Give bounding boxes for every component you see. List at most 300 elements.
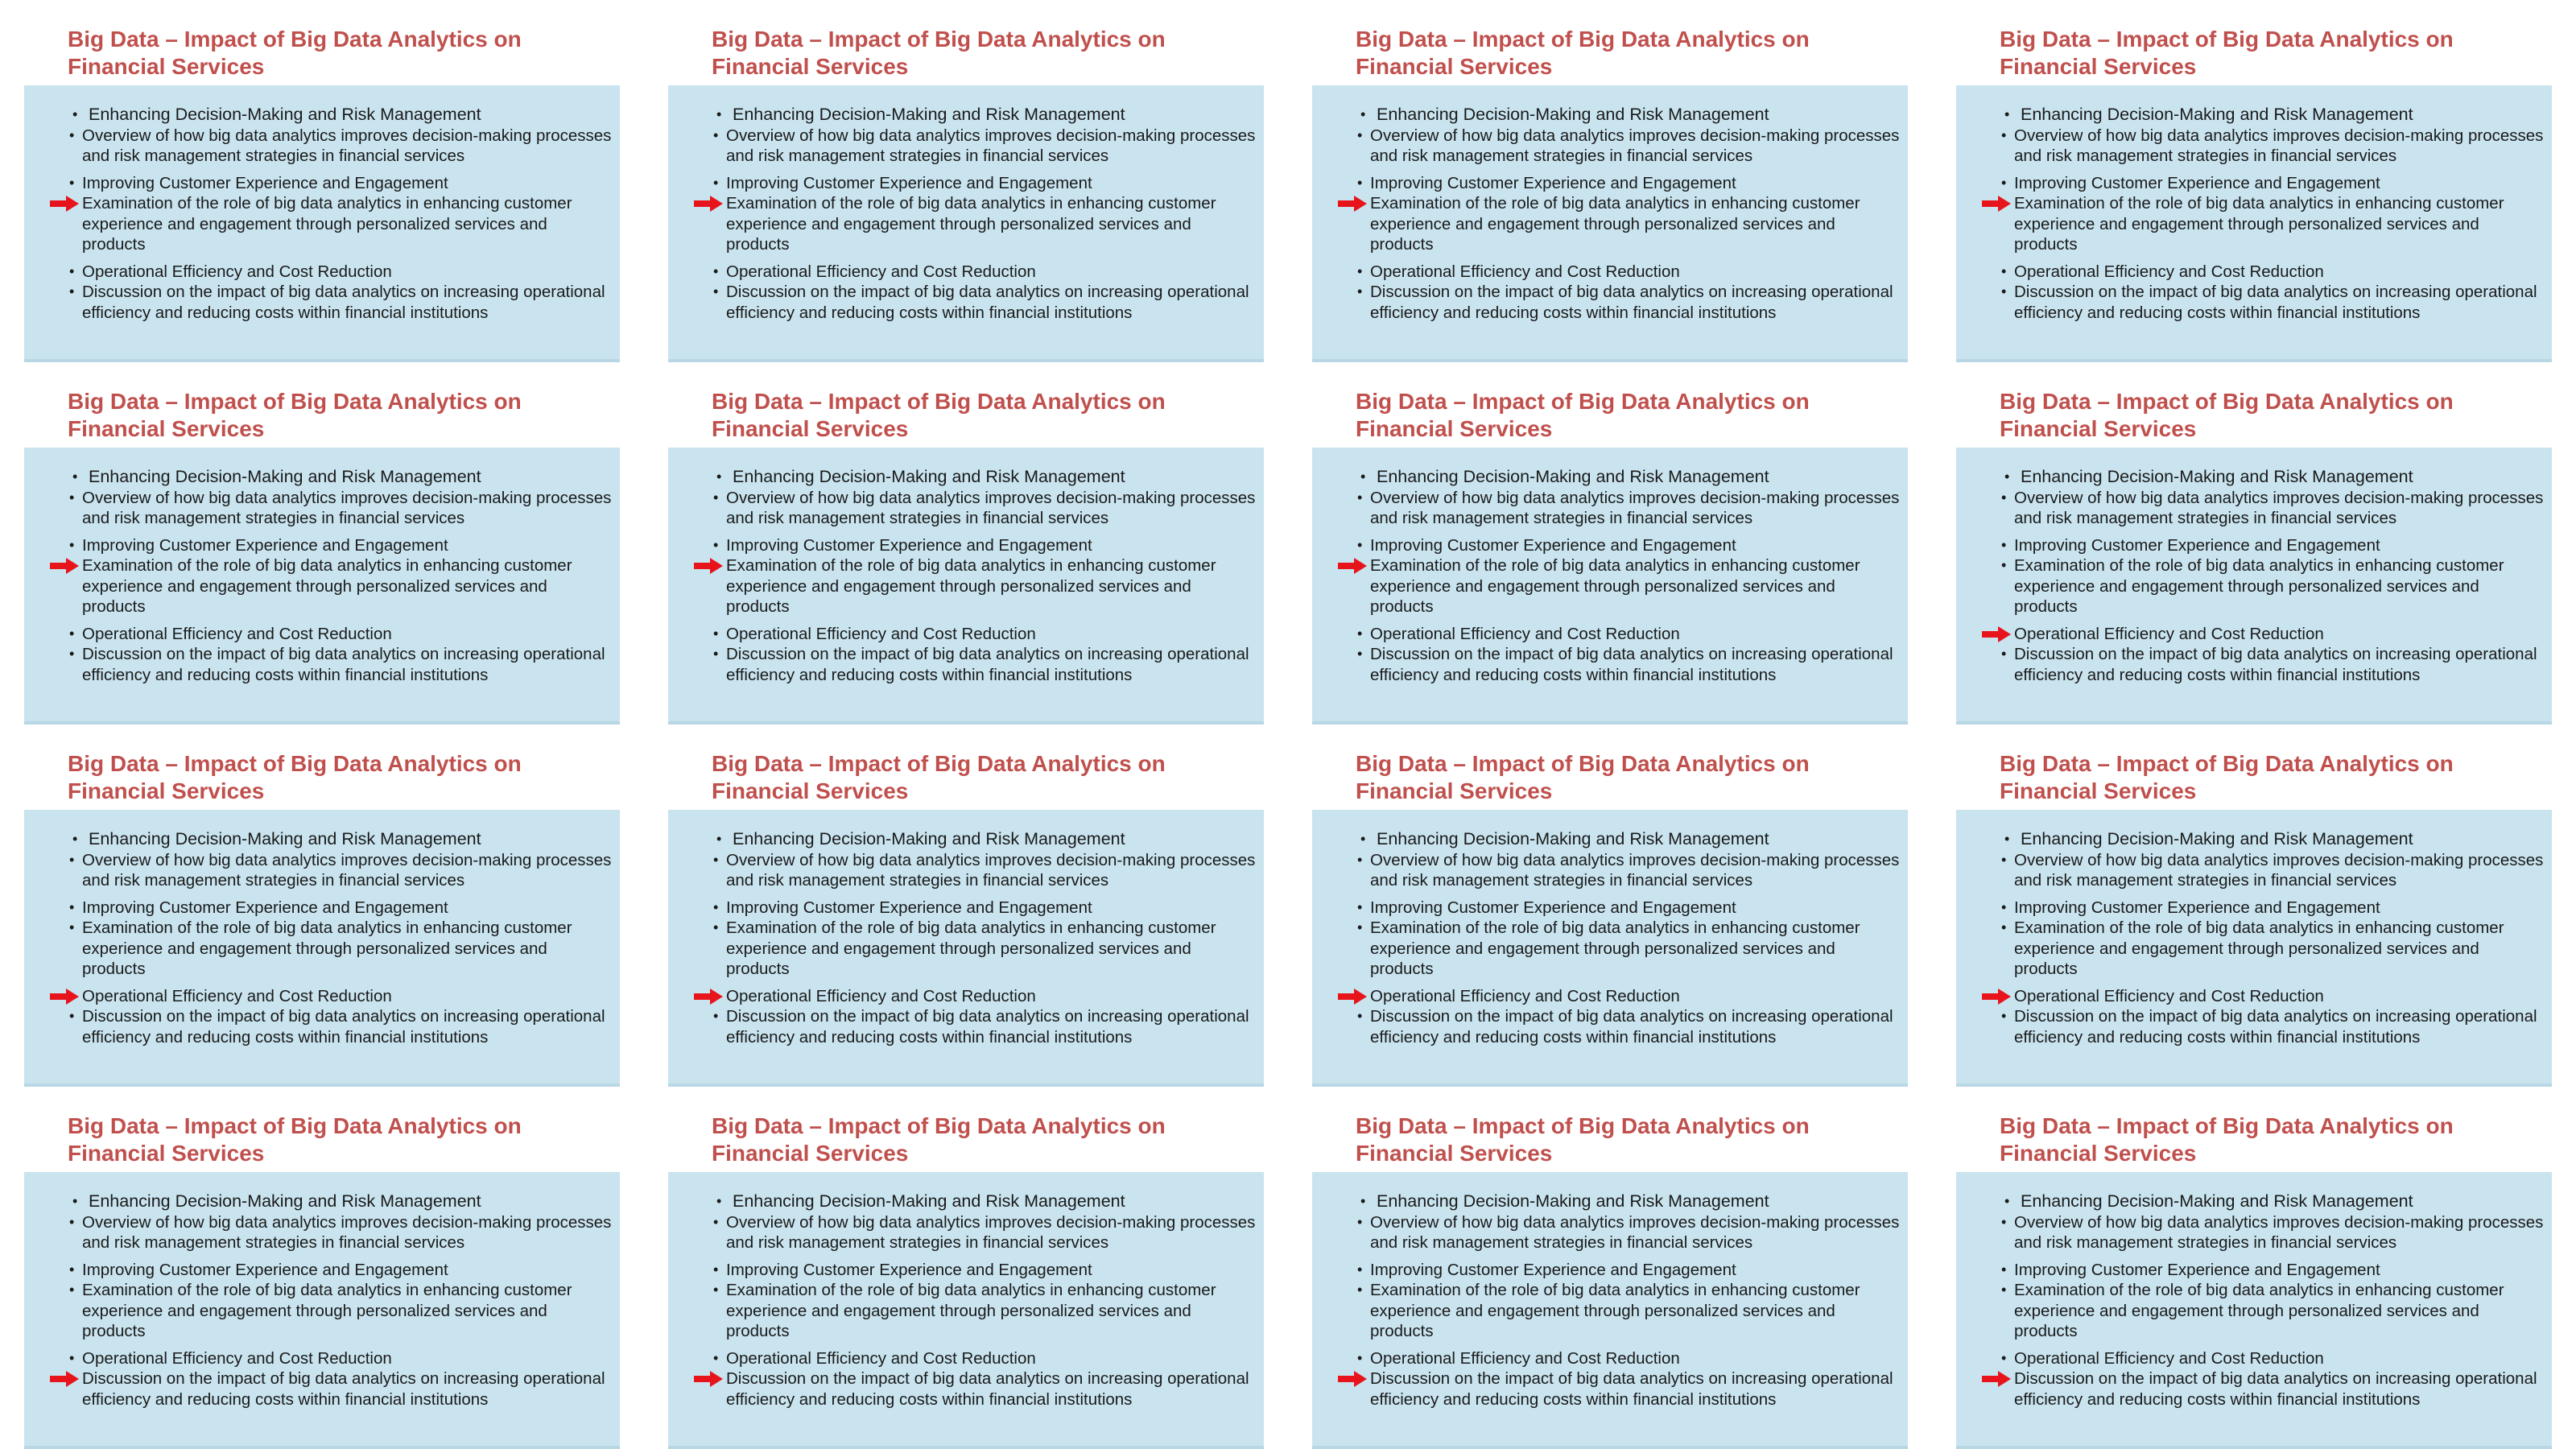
bullet-list: [668, 829, 1264, 1047]
bullet-dot-icon: •: [2001, 1349, 2007, 1366]
slide-title: Big Data – Impact of Big Data Analytics on Financial Services: [712, 751, 1166, 803]
bullet-heading: [668, 262, 1264, 283]
bullet-heading: [1956, 467, 2552, 488]
bullet-text: Operational Efficiency and Cost Reduction: [726, 262, 1036, 281]
bullet-text: Examination of the role of big data analytics in enhancing customer experience and engagement through personalized services and products: [726, 194, 1216, 254]
red-arrow-right-icon: [1338, 989, 1367, 1005]
bullet-dot-icon: •: [69, 1261, 75, 1278]
bullet-dot-icon: •: [69, 851, 75, 868]
bullet-dot-icon: •: [2001, 557, 2007, 573]
bullet-text: Discussion on the impact of big data analytics on increasing operational efficiency and reducing costs within financial institutions: [2014, 283, 2537, 322]
bullet-dot-icon: •: [713, 625, 719, 642]
red-arrow-right-icon: [694, 1371, 723, 1387]
bullet-dot-icon: •: [69, 283, 75, 299]
bullet-text: Enhancing Decision-Making and Risk Management: [733, 467, 1125, 486]
bullet-dot-icon: •: [2001, 851, 2007, 868]
bullet-list: [668, 467, 1264, 685]
bullet-text: Examination of the role of big data analytics in enhancing customer experience and engagement through personalized services and products: [82, 1281, 572, 1340]
bullet-text: Examination of the role of big data analytics in enhancing customer experience and engagement through personalized services and products: [2014, 919, 2504, 978]
bullet-description: [1312, 1006, 1908, 1047]
bullet-text: Discussion on the impact of big data analytics on increasing operational efficiency and reducing costs within financial institutions: [726, 1007, 1249, 1046]
bullet-dot-icon: •: [716, 106, 722, 122]
bullet-dot-icon: •: [69, 898, 75, 915]
content-panel: [1956, 810, 2552, 1084]
bullet-dot-icon: •: [1360, 1193, 1366, 1209]
bullet-dot-icon: •: [1357, 851, 1363, 868]
bullet-dot-icon: •: [1360, 106, 1366, 122]
slide-title: Big Data – Impact of Big Data Analytics on Financial Services: [1356, 27, 1810, 79]
bullet-heading: [1312, 829, 1908, 850]
bullet-text: Improving Customer Experience and Engagement: [82, 898, 448, 917]
bullet-dot-icon: •: [713, 489, 719, 506]
slide-title: Big Data – Impact of Big Data Analytics on Financial Services: [1356, 751, 1810, 803]
bullet-dot-icon: •: [713, 1282, 719, 1298]
slide-thumbnail-3[interactable]: [1288, 0, 1932, 362]
bullet-dot-icon: •: [713, 536, 719, 553]
bullet-description: [668, 850, 1264, 891]
red-arrow-right-icon: [50, 558, 79, 574]
slide-thumbnail-9[interactable]: [0, 724, 644, 1087]
bullet-dot-icon: •: [72, 106, 78, 122]
bullet-dot-icon: •: [2001, 898, 2007, 915]
bullet-description: [1312, 488, 1908, 529]
bullet-description: [668, 644, 1264, 685]
bullet-list: [1956, 105, 2552, 323]
bullet-heading: [1312, 1191, 1908, 1212]
bullet-heading: [24, 467, 620, 488]
bullet-heading: [1312, 173, 1908, 194]
bullet-text: Improving Customer Experience and Engagement: [1370, 898, 1736, 917]
bullet-dot-icon: •: [1357, 126, 1363, 143]
content-panel: [1956, 448, 2552, 721]
bullet-text: Overview of how big data analytics improves decision-making processes and risk management strategies in financial services: [82, 1212, 612, 1252]
bullet-dot-icon: •: [69, 646, 75, 662]
bullet-dot-icon: •: [713, 851, 719, 868]
bullet-text: Overview of how big data analytics improves decision-making processes and risk management strategies in financial services: [2014, 850, 2544, 890]
bullet-heading: [668, 467, 1264, 488]
bullet-dot-icon: •: [2001, 1282, 2007, 1298]
bullet-text: Enhancing Decision-Making and Risk Management: [1377, 105, 1769, 124]
slide-thumbnail-15[interactable]: [1288, 1087, 1932, 1449]
slide-thumbnail-4[interactable]: [1932, 0, 2576, 362]
bullet-dot-icon: •: [69, 536, 75, 553]
bullet-description: [24, 918, 620, 980]
bullet-text: Improving Customer Experience and Engagement: [1370, 1260, 1736, 1279]
content-panel: [1312, 1172, 1908, 1446]
slide-thumbnail-1[interactable]: [0, 0, 644, 362]
bullet-dot-icon: •: [1357, 1282, 1363, 1298]
bullet-text: Improving Customer Experience and Engagement: [1370, 173, 1736, 192]
red-arrow-right-icon: [694, 989, 723, 1005]
bullet-text: Overview of how big data analytics improves decision-making processes and risk management strategies in financial services: [1370, 1212, 1900, 1252]
bullet-text: Operational Efficiency and Cost Reduction: [726, 624, 1036, 643]
bullet-description: [668, 282, 1264, 323]
bullet-description: [668, 1006, 1264, 1047]
bullet-description: [1312, 850, 1908, 891]
bullet-description: [1312, 193, 1908, 255]
bullet-dot-icon: •: [69, 489, 75, 506]
bullet-dot-icon: •: [713, 1213, 719, 1230]
bullet-text: Improving Customer Experience and Engagement: [726, 535, 1092, 555]
bullet-heading: [1956, 1348, 2552, 1369]
bullet-description: [668, 488, 1264, 529]
bullet-heading: [24, 1191, 620, 1212]
bullet-description: [668, 918, 1264, 980]
red-arrow-right-icon: [50, 989, 79, 1005]
bullet-text: Overview of how big data analytics improves decision-making processes and risk management strategies in financial services: [726, 488, 1256, 527]
bullet-text: Examination of the role of big data analytics in enhancing customer experience and engagement through personalized services and products: [1370, 1281, 1860, 1340]
bullet-text: Discussion on the impact of big data analytics on increasing operational efficiency and reducing costs within financial institutions: [82, 1369, 605, 1409]
bullet-description: [24, 126, 620, 167]
bullet-dot-icon: •: [1357, 174, 1363, 191]
bullet-description: [1312, 918, 1908, 980]
bullet-heading: [1956, 105, 2552, 126]
bullet-text: Operational Efficiency and Cost Reduction: [1370, 624, 1680, 643]
bullet-dot-icon: •: [2001, 1213, 2007, 1230]
bullet-text: Discussion on the impact of big data analytics on increasing operational efficiency and reducing costs within financial institutions: [726, 283, 1249, 322]
bullet-text: Examination of the role of big data analytics in enhancing customer experience and engagement through personalized services and products: [82, 919, 572, 978]
bullet-dot-icon: •: [72, 469, 78, 485]
bullet-dot-icon: •: [713, 1261, 719, 1278]
bullet-dot-icon: •: [72, 831, 78, 847]
bullet-text: Discussion on the impact of big data analytics on increasing operational efficiency and reducing costs within financial institutions: [1370, 1369, 1893, 1409]
bullet-list: [24, 829, 620, 1047]
bullet-text: Enhancing Decision-Making and Risk Management: [733, 829, 1125, 848]
bullet-dot-icon: •: [713, 646, 719, 662]
bullet-text: Discussion on the impact of big data analytics on increasing operational efficiency and reducing costs within financial institutions: [2014, 1007, 2537, 1046]
bullet-text: Enhancing Decision-Making and Risk Management: [2021, 1191, 2413, 1211]
bullet-dot-icon: •: [1357, 646, 1363, 662]
bullet-dot-icon: •: [1357, 1261, 1363, 1278]
bullet-text: Examination of the role of big data analytics in enhancing customer experience and engagement through personalized services and products: [82, 194, 572, 254]
bullet-list: [24, 1191, 620, 1410]
bullet-text: Operational Efficiency and Cost Reduction: [2014, 262, 2324, 281]
content-panel: [24, 85, 620, 359]
bullet-heading: [668, 1260, 1264, 1281]
bullet-heading: [1312, 262, 1908, 283]
bullet-description: [1956, 1212, 2552, 1253]
bullet-heading: [24, 535, 620, 556]
bullet-dot-icon: •: [713, 126, 719, 143]
bullet-text: Examination of the role of big data analytics in enhancing customer experience and engagement through personalized services and products: [82, 556, 572, 616]
bullet-dot-icon: •: [2001, 919, 2007, 935]
slide-thumbnail-14[interactable]: [644, 1087, 1288, 1449]
bullet-text: Improving Customer Experience and Engagement: [82, 173, 448, 192]
bullet-dot-icon: •: [69, 1282, 75, 1298]
bullet-text: Overview of how big data analytics improves decision-making processes and risk management strategies in financial services: [1370, 488, 1900, 527]
bullet-text: Discussion on the impact of big data analytics on increasing operational efficiency and reducing costs within financial institutions: [82, 1007, 605, 1046]
bullet-text: Operational Efficiency and Cost Reduction: [82, 986, 392, 1005]
bullet-dot-icon: •: [713, 1008, 719, 1024]
bullet-description: [1956, 126, 2552, 167]
bullet-text: Improving Customer Experience and Engagement: [82, 535, 448, 555]
bullet-heading: [1956, 1191, 2552, 1212]
bullet-heading: [668, 624, 1264, 645]
bullet-description: [24, 1006, 620, 1047]
bullet-description: [1956, 282, 2552, 323]
bullet-list: [668, 1191, 1264, 1410]
bullet-list: [1312, 829, 1908, 1047]
bullet-dot-icon: •: [2004, 831, 2010, 847]
bullet-text: Discussion on the impact of big data analytics on increasing operational efficiency and reducing costs within financial institutions: [82, 645, 605, 684]
bullet-text: Overview of how big data analytics improves decision-making processes and risk management strategies in financial services: [1370, 126, 1900, 165]
slide-thumbnail-13[interactable]: [0, 1087, 644, 1449]
bullet-dot-icon: •: [2001, 1261, 2007, 1278]
bullet-heading: [668, 535, 1264, 556]
bullet-list: [1312, 467, 1908, 685]
bullet-description: [24, 1212, 620, 1253]
bullet-description: [24, 850, 620, 891]
bullet-description: [1956, 850, 2552, 891]
bullet-text: Operational Efficiency and Cost Reduction: [1370, 1348, 1680, 1368]
bullet-text: Enhancing Decision-Making and Risk Management: [89, 829, 481, 848]
bullet-text: Examination of the role of big data analytics in enhancing customer experience and engagement through personalized services and products: [1370, 194, 1860, 254]
bullet-text: Enhancing Decision-Making and Risk Management: [1377, 467, 1769, 486]
bullet-text: Improving Customer Experience and Engagement: [82, 1260, 448, 1279]
bullet-heading: [1312, 535, 1908, 556]
slide-title: Big Data – Impact of Big Data Analytics on Financial Services: [2000, 389, 2454, 441]
content-panel: [1312, 810, 1908, 1084]
bullet-text: Examination of the role of big data analytics in enhancing customer experience and engagement through personalized services and products: [1370, 556, 1860, 616]
bullet-text: Operational Efficiency and Cost Reduction: [2014, 986, 2324, 1005]
bullet-text: Examination of the role of big data analytics in enhancing customer experience and engagement through personalized services and products: [2014, 194, 2504, 254]
slide-title: Big Data – Impact of Big Data Analytics on Financial Services: [2000, 27, 2454, 79]
red-arrow-right-icon: [694, 196, 723, 212]
bullet-text: Overview of how big data analytics improves decision-making processes and risk management strategies in financial services: [2014, 488, 2544, 527]
bullet-dot-icon: •: [1357, 536, 1363, 553]
bullet-text: Discussion on the impact of big data analytics on increasing operational efficiency and reducing costs within financial institutions: [726, 1369, 1249, 1409]
bullet-description: [1956, 1368, 2552, 1410]
content-panel: [668, 85, 1264, 359]
bullet-heading: [668, 986, 1264, 1007]
bullet-heading: [668, 1348, 1264, 1369]
bullet-description: [24, 488, 620, 529]
bullet-text: Discussion on the impact of big data analytics on increasing operational efficiency and reducing costs within financial institutions: [1370, 645, 1893, 684]
bullet-heading: [1312, 467, 1908, 488]
bullet-description: [24, 282, 620, 323]
slide-title: Big Data – Impact of Big Data Analytics on Financial Services: [2000, 1113, 2454, 1166]
bullet-dot-icon: •: [69, 1213, 75, 1230]
bullet-text: Overview of how big data analytics improves decision-making processes and risk management strategies in financial services: [726, 126, 1256, 165]
slide-title: Big Data – Impact of Big Data Analytics on Financial Services: [712, 27, 1166, 79]
bullet-heading: [24, 898, 620, 919]
bullet-text: Discussion on the impact of big data analytics on increasing operational efficiency and reducing costs within financial institutions: [1370, 283, 1893, 322]
bullet-text: Operational Efficiency and Cost Reduction: [82, 1348, 392, 1368]
slide-title: Big Data – Impact of Big Data Analytics on Financial Services: [712, 1113, 1166, 1166]
bullet-description: [668, 126, 1264, 167]
slide-thumbnail-6[interactable]: [644, 362, 1288, 724]
bullet-text: Discussion on the impact of big data analytics on increasing operational efficiency and reducing costs within financial institutions: [2014, 645, 2537, 684]
bullet-description: [1312, 644, 1908, 685]
red-arrow-right-icon: [1982, 1371, 2011, 1387]
bullet-text: Examination of the role of big data analytics in enhancing customer experience and engagement through personalized services and products: [726, 1281, 1216, 1340]
bullet-text: Overview of how big data analytics improves decision-making processes and risk management strategies in financial services: [82, 126, 612, 165]
slide-thumbnail-8[interactable]: [1932, 362, 2576, 724]
bullet-dot-icon: •: [716, 831, 722, 847]
content-panel: [24, 1172, 620, 1446]
bullet-dot-icon: •: [69, 174, 75, 191]
bullet-text: Enhancing Decision-Making and Risk Management: [2021, 829, 2413, 848]
content-panel: [1956, 85, 2552, 359]
bullet-description: [1956, 644, 2552, 685]
bullet-dot-icon: •: [1360, 831, 1366, 847]
red-arrow-right-icon: [1982, 626, 2011, 642]
slide-thumbnail-2[interactable]: [644, 0, 1288, 362]
bullet-heading: [1956, 624, 2552, 645]
bullet-heading: [668, 173, 1264, 194]
bullet-list: [1312, 1191, 1908, 1410]
content-panel: [1312, 448, 1908, 721]
bullet-dot-icon: •: [2001, 283, 2007, 299]
bullet-text: Enhancing Decision-Making and Risk Management: [2021, 105, 2413, 124]
bullet-text: Operational Efficiency and Cost Reduction: [82, 262, 392, 281]
bullet-text: Operational Efficiency and Cost Reduction: [726, 986, 1036, 1005]
bullet-description: [1956, 488, 2552, 529]
red-arrow-right-icon: [50, 1371, 79, 1387]
slide-title: Big Data – Impact of Big Data Analytics on Financial Services: [68, 1113, 522, 1166]
content-panel: [668, 810, 1264, 1084]
bullet-text: Improving Customer Experience and Engagement: [2014, 535, 2380, 555]
bullet-heading: [24, 829, 620, 850]
bullet-heading: [24, 1348, 620, 1369]
bullet-text: Enhancing Decision-Making and Risk Management: [89, 105, 481, 124]
bullet-description: [24, 644, 620, 685]
bullet-description: [668, 1368, 1264, 1410]
bullet-dot-icon: •: [1357, 1213, 1363, 1230]
bullet-list: [24, 467, 620, 685]
bullet-description: [24, 1368, 620, 1410]
bullet-text: Enhancing Decision-Making and Risk Management: [89, 467, 481, 486]
slide-thumbnail-11[interactable]: [1288, 724, 1932, 1087]
bullet-dot-icon: •: [1357, 489, 1363, 506]
bullet-heading: [668, 1191, 1264, 1212]
bullet-text: Improving Customer Experience and Engagement: [726, 1260, 1092, 1279]
bullet-dot-icon: •: [69, 1349, 75, 1366]
bullet-dot-icon: •: [2001, 174, 2007, 191]
bullet-dot-icon: •: [69, 625, 75, 642]
red-arrow-right-icon: [694, 558, 723, 574]
bullet-text: Enhancing Decision-Making and Risk Management: [733, 105, 1125, 124]
bullet-heading: [668, 105, 1264, 126]
slide-title: Big Data – Impact of Big Data Analytics on Financial Services: [712, 389, 1166, 441]
bullet-description: [1956, 555, 2552, 617]
slide-title: Big Data – Impact of Big Data Analytics on Financial Services: [68, 751, 522, 803]
bullet-dot-icon: •: [1357, 262, 1363, 279]
content-panel: [668, 1172, 1264, 1446]
bullet-text: Examination of the role of big data analytics in enhancing customer experience and engagement through personalized services and products: [2014, 1281, 2504, 1340]
bullet-dot-icon: •: [1357, 898, 1363, 915]
bullet-heading: [1312, 898, 1908, 919]
bullet-heading: [1312, 105, 1908, 126]
bullet-description: [1312, 126, 1908, 167]
bullet-heading: [24, 262, 620, 283]
bullet-description: [668, 1280, 1264, 1342]
bullet-description: [1956, 1280, 2552, 1342]
bullet-dot-icon: •: [713, 283, 719, 299]
bullet-dot-icon: •: [2001, 536, 2007, 553]
bullet-heading: [1312, 1260, 1908, 1281]
bullet-text: Overview of how big data analytics improves decision-making processes and risk management strategies in financial services: [82, 488, 612, 527]
bullet-text: Discussion on the impact of big data analytics on increasing operational efficiency and reducing costs within financial institutions: [726, 645, 1249, 684]
slide-title: Big Data – Impact of Big Data Analytics on Financial Services: [68, 389, 522, 441]
bullet-heading: [1312, 986, 1908, 1007]
bullet-dot-icon: •: [72, 1193, 78, 1209]
bullet-dot-icon: •: [69, 126, 75, 143]
bullet-heading: [1956, 986, 2552, 1007]
bullet-text: Overview of how big data analytics improves decision-making processes and risk management strategies in financial services: [726, 850, 1256, 890]
bullet-description: [668, 193, 1264, 255]
bullet-description: [1312, 282, 1908, 323]
bullet-text: Operational Efficiency and Cost Reduction: [2014, 1348, 2324, 1368]
bullet-text: Operational Efficiency and Cost Reduction: [1370, 262, 1680, 281]
bullet-dot-icon: •: [69, 1008, 75, 1024]
content-panel: [1956, 1172, 2552, 1446]
bullet-text: Improving Customer Experience and Engagement: [2014, 173, 2380, 192]
bullet-text: Improving Customer Experience and Engagement: [2014, 898, 2380, 917]
bullet-heading: [24, 986, 620, 1007]
bullet-heading: [1956, 173, 2552, 194]
slide-thumbnail-16[interactable]: [1932, 1087, 2576, 1449]
bullet-description: [668, 555, 1264, 617]
bullet-dot-icon: •: [713, 1349, 719, 1366]
bullet-heading: [24, 173, 620, 194]
red-arrow-right-icon: [1338, 1371, 1367, 1387]
bullet-heading: [24, 105, 620, 126]
bullet-list: [1312, 105, 1908, 323]
bullet-text: Discussion on the impact of big data analytics on increasing operational efficiency and reducing costs within financial institutions: [82, 283, 605, 322]
red-arrow-right-icon: [50, 196, 79, 212]
bullet-dot-icon: •: [2001, 646, 2007, 662]
bullet-text: Improving Customer Experience and Engagement: [726, 173, 1092, 192]
bullet-dot-icon: •: [2001, 262, 2007, 279]
red-arrow-right-icon: [1982, 989, 2011, 1005]
bullet-text: Enhancing Decision-Making and Risk Management: [89, 1191, 481, 1211]
slide-thumbnail-5[interactable]: [0, 362, 644, 724]
bullet-dot-icon: •: [69, 919, 75, 935]
bullet-text: Examination of the role of big data analytics in enhancing customer experience and engagement through personalized services and products: [726, 556, 1216, 616]
bullet-list: [1956, 829, 2552, 1047]
content-panel: [24, 810, 620, 1084]
bullet-dot-icon: •: [1357, 625, 1363, 642]
slide-thumbnail-12[interactable]: [1932, 724, 2576, 1087]
bullet-text: Enhancing Decision-Making and Risk Management: [1377, 829, 1769, 848]
bullet-dot-icon: •: [1360, 469, 1366, 485]
bullet-text: Enhancing Decision-Making and Risk Management: [733, 1191, 1125, 1211]
bullet-list: [1956, 1191, 2552, 1410]
bullet-heading: [1956, 829, 2552, 850]
bullet-dot-icon: •: [2001, 1008, 2007, 1024]
bullet-dot-icon: •: [1357, 919, 1363, 935]
bullet-description: [1956, 1006, 2552, 1047]
bullet-dot-icon: •: [713, 262, 719, 279]
bullet-list: [1956, 467, 2552, 685]
slide-thumbnail-10[interactable]: [644, 724, 1288, 1087]
bullet-heading: [668, 898, 1264, 919]
bullet-dot-icon: •: [713, 174, 719, 191]
content-panel: [24, 448, 620, 721]
slide-title: Big Data – Impact of Big Data Analytics on Financial Services: [68, 27, 522, 79]
bullet-description: [1312, 1212, 1908, 1253]
bullet-dot-icon: •: [2001, 489, 2007, 506]
slide-thumbnail-7[interactable]: [1288, 362, 1932, 724]
bullet-text: Improving Customer Experience and Engagement: [726, 898, 1092, 917]
bullet-text: Overview of how big data analytics improves decision-making processes and risk management strategies in financial services: [2014, 126, 2544, 165]
bullet-text: Overview of how big data analytics improves decision-making processes and risk management strategies in financial services: [726, 1212, 1256, 1252]
bullet-description: [1312, 1368, 1908, 1410]
bullet-heading: [1956, 898, 2552, 919]
bullet-text: Examination of the role of big data analytics in enhancing customer experience and engagement through personalized services and products: [1370, 919, 1860, 978]
bullet-description: [1312, 1280, 1908, 1342]
